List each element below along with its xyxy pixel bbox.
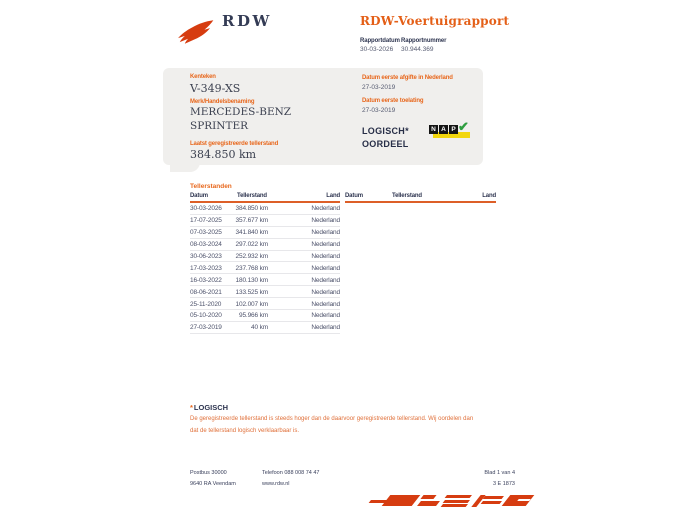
license-plate: V-349-XS xyxy=(190,82,241,95)
make-line2: SPRINTER xyxy=(190,120,249,132)
meter-readings-table-left xyxy=(190,193,340,334)
footer-page-indicator: Blad 1 van 4 xyxy=(484,470,515,476)
first-issue-date: 27-03-2019 xyxy=(362,84,396,91)
row-tellerstand: 297.022 km xyxy=(235,241,268,249)
row-land: Nederland xyxy=(311,241,340,249)
verdict-line2: OORDEEL xyxy=(362,138,409,149)
footnote-body: De geregistreerde tellerstand is steeds hoger dan de daarvoor geregistreerde tellerstand. Wij oordelen dan dat de tellerstand logisch verklaarbaar is. xyxy=(190,416,474,434)
table-header xyxy=(190,193,340,203)
row-land: Nederland xyxy=(311,229,340,237)
row-tellerstand: 341.840 km xyxy=(235,229,268,237)
license-label: Kenteken xyxy=(190,74,216,80)
row-land: Nederland xyxy=(311,300,340,308)
footer-form-code: 3 E 1873 xyxy=(492,481,515,487)
report-date-label: Rapportdatum xyxy=(360,38,400,44)
first-admission-date: 27-03-2019 xyxy=(362,107,396,114)
report-date-value: 30-03-2026 xyxy=(360,46,394,53)
table-row xyxy=(190,227,340,239)
report-number-value: 30.944.369 xyxy=(401,46,434,53)
meter-readings-title: Tellerstanden xyxy=(190,183,232,190)
footer-address-line2: 9640 RA Veendam xyxy=(190,481,236,487)
verdict-line1: LOGISCH* xyxy=(362,126,409,136)
row-tellerstand: 237.768 km xyxy=(235,264,268,272)
table-row xyxy=(190,262,340,274)
table-row xyxy=(190,310,340,322)
table-row xyxy=(190,274,340,286)
row-tellerstand: 133.525 km xyxy=(235,288,268,296)
odometer-value: 384.850 km xyxy=(190,148,257,161)
rdw-logo-icon xyxy=(176,18,216,46)
rdw-logo-text: RDW xyxy=(222,12,272,30)
row-tellerstand: 252.932 km xyxy=(235,252,268,260)
row-tellerstand: 40 km xyxy=(251,324,268,332)
row-land: Nederland xyxy=(311,217,340,225)
row-datum: 07-03-2025 xyxy=(190,229,222,237)
table-row xyxy=(190,298,340,310)
make-line1: MERCEDES-BENZ xyxy=(190,106,292,118)
footnote-asterisk: * xyxy=(190,403,193,412)
footnote-title xyxy=(190,403,228,412)
row-tellerstand: 180.130 km xyxy=(235,276,268,284)
row-tellerstand: 95.966 km xyxy=(238,312,268,320)
make-label: Merk/Handelsbenaming xyxy=(190,99,255,105)
row-tellerstand: 102.007 km xyxy=(235,300,268,308)
odometer-label: Laatst geregistreerde tellerstand xyxy=(190,141,279,147)
row-land: Nederland xyxy=(311,324,340,332)
nap-verdict xyxy=(362,125,409,150)
row-land: Nederland xyxy=(311,312,340,320)
table-row xyxy=(190,203,340,215)
row-tellerstand: 357.677 km xyxy=(235,217,268,225)
nap-letter-tile: P xyxy=(449,125,458,134)
row-land: Nederland xyxy=(311,288,340,296)
table-row xyxy=(190,286,340,298)
row-datum: 27-03-2019 xyxy=(190,324,222,332)
column-header-land: Land xyxy=(326,193,340,199)
first-issue-label: Datum eerste afgifte in Nederland xyxy=(362,75,453,81)
row-datum: 25-11-2020 xyxy=(190,300,222,308)
report-title: RDW-Voertuigrapport xyxy=(360,14,510,28)
report-number-label: Rapportnummer xyxy=(401,38,447,44)
column-header-datum: Datum xyxy=(190,193,208,199)
row-land: Nederland xyxy=(311,205,340,213)
column-header-tellerstand: Tellerstand xyxy=(237,193,267,199)
row-datum: 08-06-2021 xyxy=(190,288,222,296)
table-row xyxy=(190,251,340,263)
meter-readings-table-right xyxy=(345,193,496,203)
table-row xyxy=(190,215,340,227)
table-row xyxy=(190,239,340,251)
row-datum: 16-03-2022 xyxy=(190,276,222,284)
column-header-land: Land xyxy=(482,193,496,199)
footer-website: www.rdw.nl xyxy=(262,481,290,487)
row-datum: 17-07-2025 xyxy=(190,217,222,225)
footer-page-info xyxy=(484,468,515,490)
table-row xyxy=(190,322,340,334)
row-tellerstand: 384.850 km xyxy=(235,205,268,213)
row-datum: 30-06-2023 xyxy=(190,252,222,260)
rdw-speedlines-graphic xyxy=(368,492,532,510)
footer-address-line1: Postbus 30000 xyxy=(190,470,227,476)
column-header-datum: Datum xyxy=(345,193,363,199)
column-header-tellerstand: Tellerstand xyxy=(392,193,422,199)
row-datum: 08-03-2024 xyxy=(190,241,222,249)
panel-tab xyxy=(170,160,200,172)
nap-letter-tile: A xyxy=(439,125,448,134)
nap-logo-icon xyxy=(429,119,473,140)
table-header xyxy=(345,193,496,203)
footer-contact xyxy=(262,468,320,490)
footnote-title-text: LOGISCH xyxy=(193,403,229,412)
row-datum: 05-10-2020 xyxy=(190,312,222,320)
nap-letter-tile: N xyxy=(429,125,438,134)
footer-address xyxy=(190,468,236,490)
first-admission-label: Datum eerste toelating xyxy=(362,98,424,104)
footer-phone: Telefoon 088 008 74 47 xyxy=(262,470,320,476)
row-land: Nederland xyxy=(311,264,340,272)
nap-check-icon: ✔ xyxy=(458,119,469,134)
row-datum: 30-03-2026 xyxy=(190,205,222,213)
row-land: Nederland xyxy=(311,252,340,260)
row-datum: 17-03-2023 xyxy=(190,264,222,272)
row-land: Nederland xyxy=(311,276,340,284)
meter-readings-table-body xyxy=(190,203,340,334)
